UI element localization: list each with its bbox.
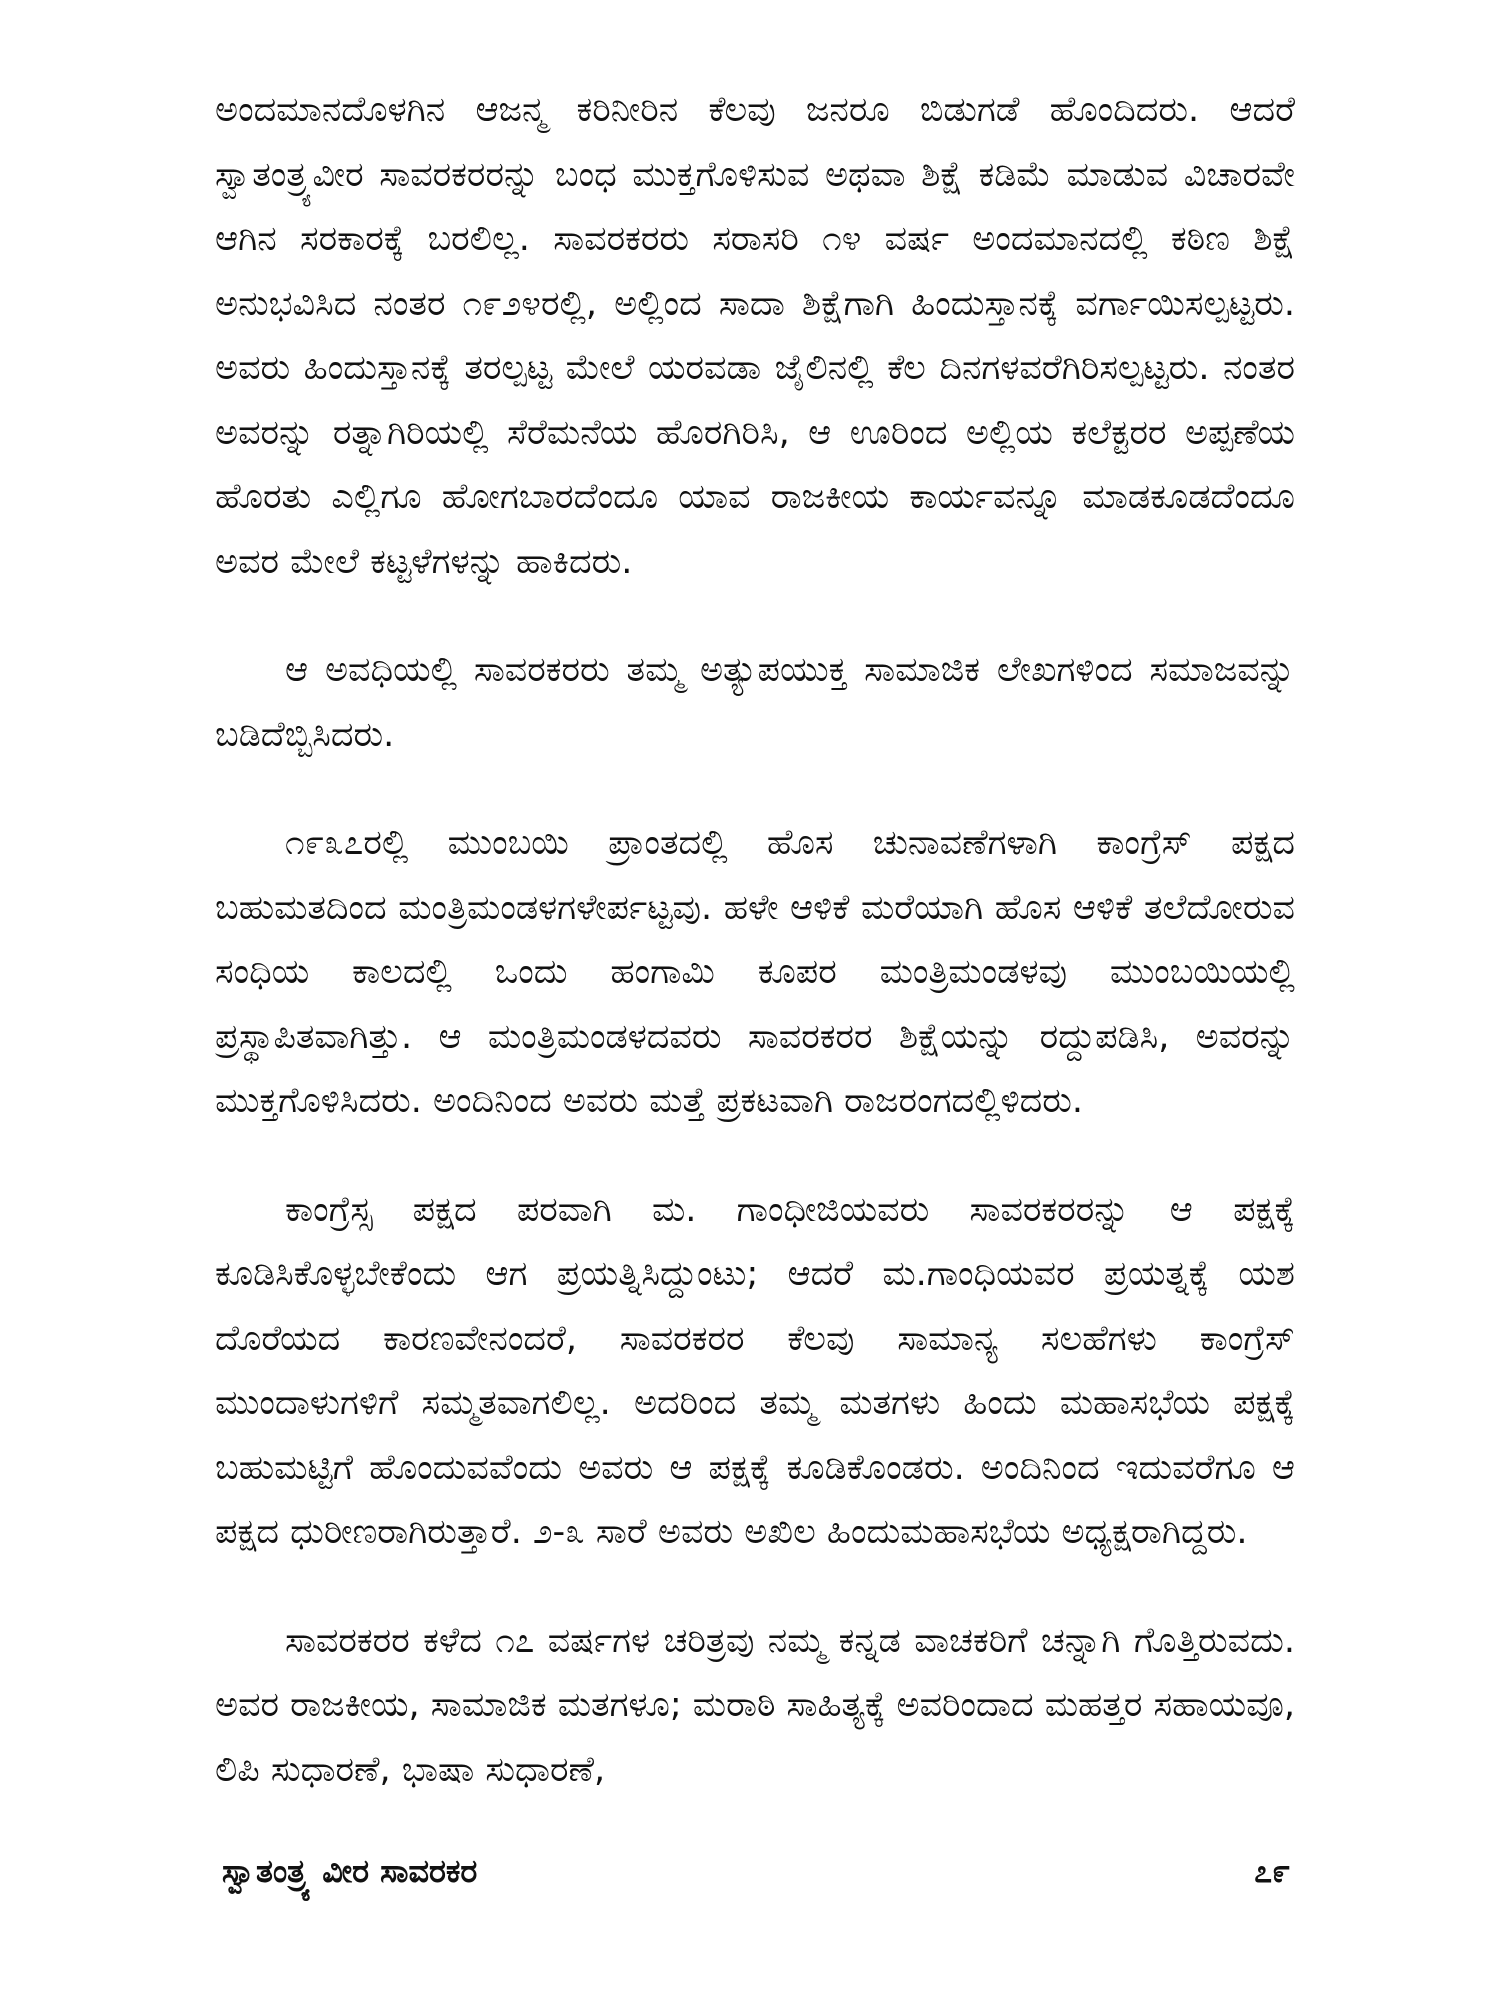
page-number: ೭೯: [1254, 1852, 1290, 1890]
paragraph-4: ಕಾಂಗ್ರೆಸ್ಸ ಪಕ್ಷದ ಪರವಾಗಿ ಮ. ಗಾಂಧೀಜಿಯವರು ಸಾವರಕರರನ್ನು ಆ ಪಕ್ಷಕ್ಕೆ ಕೂಡಿಸಿಕೊಳ್ಳಬೇಕೆಂದು ಆಗ ಪ್ರಯತ್ನಿಸಿದ್ದುಂಟು; ಆದರೆ ಮ.ಗಾಂಧಿಯವರ ಪ್ರಯತ್ನಕ್ಕೆ ಯಶ ದೊರೆಯದ ಕಾರಣವೇನಂದರೆ, ಸಾವರಕರರ ಕೆಲವು ಸಾಮಾನ್ಯ ಸಲಹೆಗಳು ಕಾಂಗ್ರೆಸ್ ಮುಂದಾಳುಗಳಿಗೆ ಸಮ್ಮತವಾಗಲಿಲ್ಲ. ಅದರಿಂದ ತಮ್ಮ ಮತಗಳು ಹಿಂದು ಮಹಾಸಭೆಯ ಪಕ್ಷಕ್ಕೆ ಬಹುಮಟ್ಟಿಗೆ ಹೊಂದುವವೆಂದು ಅವರು ಆ ಪಕ್ಷಕ್ಕೆ ಕೂಡಿಕೊಂಡರು. ಅಂದಿನಿಂದ ಇದುವರೆಗೂ ಆ ಪಕ್ಷದ ಧುರೀಣರಾಗಿರುತ್ತಾರೆ. ೨-೩ ಸಾರೆ ಅವರು ಅಖಿಲ ಹಿಂದುಮಹಾಸಭೆಯ ಅಧ್ಯಕ್ಷರಾಗಿದ್ದರು.: [215, 1189, 1295, 1552]
page-body: [215, 78, 1295, 1802]
paragraph-5: ಸಾವರಕರರ ಕಳೆದ ೧೭ ವರ್ಷಗಳ ಚರಿತ್ರವು ನಮ್ಮ ಕನ್ನಡ ವಾಚಕರಿಗೆ ಚನ್ನಾಗಿ ಗೊತ್ತಿರುವದು. ಅವರ ರಾಜಕೀಯ, ಸಾಮಾಜಿಕ ಮತಗಳೂ; ಮರಾಠಿ ಸಾಹಿತ್ಯಕ್ಕೆ ಅವರಿಂದಾದ ಮಹತ್ತರ ಸಹಾಯವೂ, ಲಿಪಿ ಸುಧಾರಣೆ, ಭಾಷಾ ಸುಧಾರಣೆ,: [215, 1620, 1295, 1790]
paragraph-2: ಆ ಅವಧಿಯಲ್ಲಿ ಸಾವರಕರರು ತಮ್ಮ ಅತ್ಯುಪಯುಕ್ತ ಸಾಮಾಜಿಕ ಲೇಖಗಳಿಂದ ಸಮಾಜವನ್ನು ಬಡಿದೆಬ್ಬಿಸಿದರು.: [215, 650, 1295, 755]
paragraph-3: ೧೯೩೭ರಲ್ಲಿ ಮುಂಬಯಿ ಪ್ರಾಂತದಲ್ಲಿ ಹೊಸ ಚುನಾವಣೆಗಳಾಗಿ ಕಾಂಗ್ರೆಸ್ ಪಕ್ಷದ ಬಹುಮತದಿಂದ ಮಂತ್ರಿಮಂಡಳಗಳೇರ್ಪಟ್ಟವು. ಹಳೇ ಆಳಿಕೆ ಮರೆಯಾಗಿ ಹೊಸ ಆಳಿಕೆ ತಲೆದೋರುವ ಸಂಧಿಯ ಕಾಲದಲ್ಲಿ ಒಂದು ಹಂಗಾಮಿ ಕೂಪರ ಮಂತ್ರಿಮಂಡಳವು ಮುಂಬಯಿಯಲ್ಲಿ ಪ್ರಸ್ಥಾಪಿತವಾಗಿತ್ತು. ಆ ಮಂತ್ರಿಮಂಡಳದವರು ಸಾವರಕರರ ಶಿಕ್ಷೆಯನ್ನು ರದ್ದುಪಡಿಸಿ, ಅವರನ್ನು ಮುಕ್ತಗೊಳಿಸಿದರು. ಅಂದಿನಿಂದ ಅವರು ಮತ್ತೆ ಪ್ರಕಟವಾಗಿ ರಾಜರಂಗದಲ್ಲಿಳಿದರು.: [215, 823, 1295, 1121]
page-footer: [222, 1852, 1290, 1891]
running-title: ಸ್ವಾತಂತ್ರ್ಯ ವೀರ ಸಾವರಕರ: [222, 1852, 478, 1890]
paragraph-1: ಅಂದಮಾನದೊಳಗಿನ ಆಜನ್ಮ ಕರಿನೀರಿನ ಕೆಲವು ಜನರೂ ಬಿಡುಗಡೆ ಹೊಂದಿದರು. ಆದರೆ ಸ್ವಾತಂತ್ರ್ಯವೀರ ಸಾವರಕರರನ್ನು ಬಂಧ ಮುಕ್ತಗೊಳಿಸುವ ಅಥವಾ ಶಿಕ್ಷೆ ಕಡಿಮೆ ಮಾಡುವ ವಿಚಾರವೇ ಆಗಿನ ಸರಕಾರಕ್ಕೆ ಬರಲಿಲ್ಲ. ಸಾವರಕರರು ಸರಾಸರಿ ೧೪ ವರ್ಷ ಅಂದಮಾನದಲ್ಲಿ ಕಠಿಣ ಶಿಕ್ಷೆ ಅನುಭವಿಸಿದ ನಂತರ ೧೯೨೪ರಲ್ಲಿ, ಅಲ್ಲಿಂದ ಸಾದಾ ಶಿಕ್ಷೆಗಾಗಿ ಹಿಂದುಸ್ತಾನಕ್ಕೆ ವರ್ಗಾಯಿಸಲ್ಪಟ್ಟರು. ಅವರು ಹಿಂದುಸ್ತಾನಕ್ಕೆ ತರಲ್ಪಟ್ಟ ಮೇಲೆ ಯರವಡಾ ಜೈಲಿನಲ್ಲಿ ಕೆಲ ದಿನಗಳವರೆಗಿರಿಸಲ್ಪಟ್ಟರು. ನಂತರ ಅವರನ್ನು ರತ್ನಾಗಿರಿಯಲ್ಲಿ ಸೆರೆಮನೆಯ ಹೊರಗಿರಿಸಿ, ಆ ಊರಿಂದ ಅಲ್ಲಿಯ ಕಲೆಕ್ಟರರ ಅಪ್ಪಣೆಯ ಹೊರತು ಎಲ್ಲಿಗೂ ಹೋಗಬಾರದೆಂದೂ ಯಾವ ರಾಜಕೀಯ ಕಾರ್ಯವನ್ನೂ ಮಾಡಕೂಡದೆಂದೂ ಅವರ ಮೇಲೆ ಕಟ್ಟಳೆಗಳನ್ನು ಹಾಕಿದರು.: [215, 90, 1295, 582]
